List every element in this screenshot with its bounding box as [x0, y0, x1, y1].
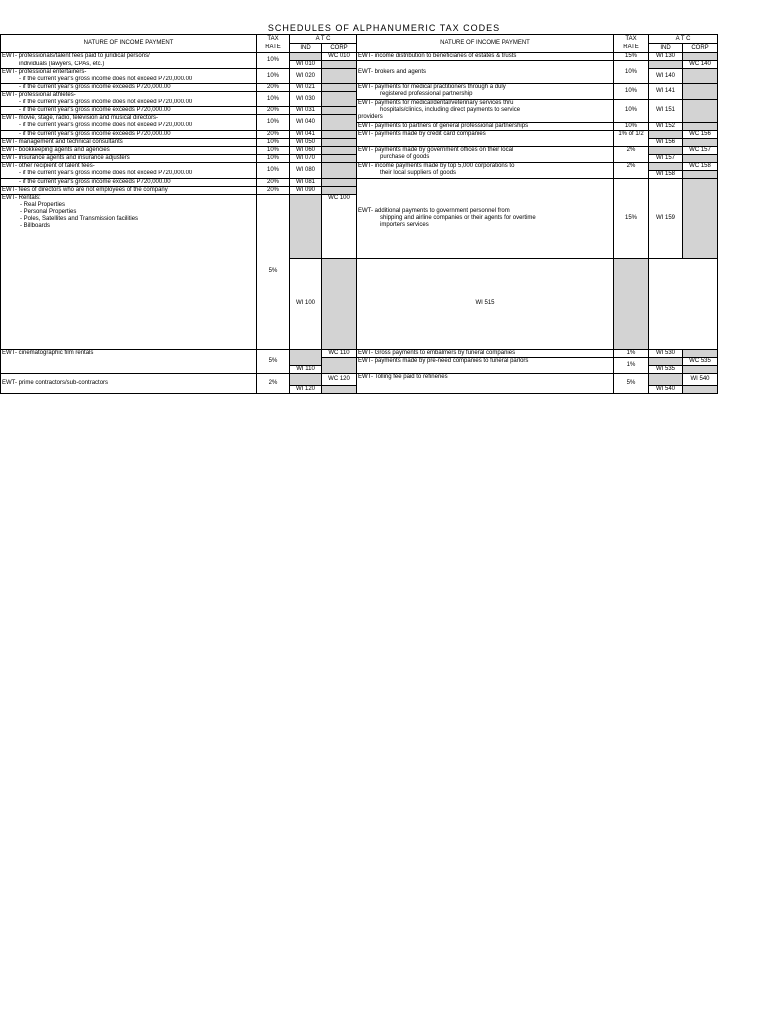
atc-code-cell: WI 021 — [290, 84, 322, 92]
tax-header-left: TAX — [257, 35, 290, 44]
shaded-cell — [322, 154, 357, 162]
nature-additional-payments — [357, 178, 614, 259]
shaded-cell — [322, 130, 357, 138]
nature-header-left: NATURE OF INCOME PAYMENT — [1, 35, 257, 53]
line: EWT- Rentals: — [2, 194, 41, 201]
nature-embalmers: EWT- Gross payments to embalmers by funeral companies — [357, 349, 614, 357]
shaded-cell — [683, 154, 718, 162]
atc-header-left: A T C — [290, 35, 357, 44]
corp-header-right: CORP — [683, 44, 718, 53]
shaded-cell — [649, 61, 683, 69]
table-row — [1, 99, 718, 107]
line: providers — [358, 114, 383, 120]
shaded-cell — [683, 122, 718, 130]
nature-header-right: NATURE OF INCOME PAYMENT — [357, 35, 614, 53]
atc-code-cell: WI 070 — [290, 154, 322, 162]
atc-code-cell: WC 120 — [322, 373, 357, 385]
atc-code-cell: WI 050 — [290, 138, 322, 146]
nature-management: EWT- management and technical consultants — [1, 138, 257, 146]
shaded-cell — [290, 349, 322, 365]
table-row — [1, 162, 718, 170]
nature-athletes-high: - if the current year's gross income exceeds P720,000.00 — [1, 107, 257, 115]
rate-cell: 20% — [257, 130, 290, 138]
atc-code-cell: WI 157 — [649, 154, 683, 162]
rate-cell: 2% — [614, 162, 649, 178]
shaded-cell — [614, 259, 649, 349]
rate-cell: 5% — [614, 373, 649, 393]
nature-contractors: EWT- prime contractors/sub-contractors — [1, 373, 257, 393]
rate-cell: 20% — [257, 186, 290, 194]
atc-code-cell: WC 158 — [683, 162, 718, 170]
rate-cell: 10% — [257, 138, 290, 146]
nature-top-corporations — [357, 162, 614, 178]
line: - Real Properties — [20, 201, 66, 208]
rate-cell: 1% — [614, 357, 649, 373]
atc-code-cell: WC 010 — [322, 53, 357, 61]
nature-other-talent-high: - if the current year's gross income exceeds P720,000.00 — [1, 178, 257, 186]
atc-code-cell: WI 535 — [649, 365, 683, 373]
atc-code-cell: WC 140 — [683, 61, 718, 69]
shaded-cell — [649, 357, 683, 365]
atc-code-cell: WI 515 — [357, 259, 614, 349]
rate-cell: 5% — [257, 194, 290, 349]
shaded-cell — [322, 92, 357, 107]
line: - Billboards — [20, 222, 51, 229]
rate-cell: 10% — [614, 122, 649, 130]
line: EWT- payments made by government offices on their local — [358, 147, 514, 153]
atc-code-cell: WC 156 — [683, 130, 718, 138]
rate-cell: 10% — [614, 61, 649, 84]
rate-cell: 10% — [257, 92, 290, 107]
atc-code-cell: WC 535 — [683, 357, 718, 365]
nature-directors-fees: EWT- fees of directors who are not employees of the company — [1, 186, 257, 194]
atc-code-cell: WC 110 — [322, 349, 357, 357]
atc-code-cell: WI 020 — [290, 69, 322, 84]
shaded-cell — [649, 162, 683, 170]
tax-code-schedule-document — [0, 22, 768, 394]
nature-insurance: EWT- insurance agents and insurance adjusters — [1, 154, 257, 162]
nature-pre-need: EWT- payments made by pre-need companies to funeral parlors — [357, 357, 614, 373]
nature-brokers: EWT- brokers and agents — [357, 61, 614, 84]
atc-code-cell: WI 010 — [290, 61, 322, 69]
header-row-1 — [1, 35, 718, 44]
rate-cell: 10% — [614, 84, 649, 100]
rate-cell: 2% — [614, 146, 649, 162]
table-row — [1, 84, 718, 92]
nature-bookkeeping: EWT- bookkeeping agents and agencies — [1, 146, 257, 154]
atc-code-cell: WI 540 — [683, 373, 718, 385]
atc-code-cell: WI 120 — [290, 385, 322, 393]
atc-code-cell: WI 159 — [649, 178, 683, 259]
shaded-cell — [322, 357, 357, 373]
nature-other-talent: EWT- other recipient of talent fees- — [1, 162, 257, 170]
nature-estates: EWT- income distribution to beneficiaries of estates & trusts — [357, 53, 614, 61]
shaded-cell — [683, 170, 718, 178]
atc-code-cell: WI 158 — [649, 170, 683, 178]
rate-cell: 10% — [257, 162, 290, 178]
rate-cell: 20% — [257, 107, 290, 115]
shaded-cell — [683, 365, 718, 373]
shaded-cell — [322, 115, 357, 131]
shaded-cell — [322, 186, 357, 194]
nature-medical-hospitals — [357, 99, 614, 122]
rate-cell: 10% — [257, 53, 290, 69]
atc-code-cell: WI 031 — [290, 107, 322, 115]
shaded-cell — [290, 373, 322, 385]
nature-tolling: EWT- Tolling fee paid to refineries — [357, 373, 614, 393]
atc-code-cell: WI 141 — [649, 84, 683, 100]
nature-entertainers-low: - if the current year's gross income does not exceed P720,000.00 — [1, 76, 257, 84]
nature-entertainers: EWT- professional entertainers- — [1, 69, 257, 77]
atc-code-cell: WI 152 — [649, 122, 683, 130]
atc-code-cell: WI 041 — [290, 130, 322, 138]
shaded-cell — [322, 84, 357, 92]
shaded-cell — [322, 162, 357, 178]
rate-header-right: RATE — [614, 44, 649, 53]
shaded-cell — [683, 178, 718, 259]
shaded-cell — [322, 259, 357, 349]
ind-header-right: IND — [649, 44, 683, 53]
shaded-cell — [322, 385, 357, 393]
nature-professionals: EWT- professionals/talent fees paid to juridical persons/ — [1, 53, 257, 61]
shaded-cell — [683, 385, 718, 393]
atc-schedule-table — [0, 34, 718, 394]
nature-directors: EWT- movie, stage, radio, television and musical directors- — [1, 115, 257, 123]
atc-code-cell: WI 080 — [290, 162, 322, 178]
shaded-cell — [322, 61, 357, 69]
nature-government-purchases — [357, 146, 614, 162]
atc-header-right: A T C — [649, 35, 718, 44]
table-row — [1, 146, 718, 154]
atc-code-cell: WI 081 — [290, 178, 322, 186]
nature-athletes-low: - if the current year's gross income does not exceed P720,000.00 — [1, 99, 257, 107]
rate-cell: 1% — [614, 349, 649, 357]
line: EWT- payments for medical practitioners through a duly — [358, 84, 506, 91]
nature-directors-low: - if the current year's gross income does not exceed P720,000.00 — [1, 122, 257, 130]
rate-cell: 2% — [257, 373, 290, 393]
atc-code-cell: WI 040 — [290, 115, 322, 131]
atc-code-cell: WI 140 — [649, 69, 683, 84]
nature-professionals-detail: individuals (lawyers, CPAs, etc.) — [1, 61, 257, 69]
nature-credit-card: EWT- payments made by credit card companies — [357, 130, 614, 146]
line: EWT- income payments made by top 5,000 corporations to — [358, 163, 515, 169]
corp-header-left: CORP — [322, 44, 357, 53]
page-title: SCHEDULES OF ALPHANUMERIC TAX CODES — [267, 23, 501, 33]
atc-code-cell: WC 100 — [322, 194, 357, 259]
tax-header-right: TAX — [614, 35, 649, 44]
shaded-cell — [683, 84, 718, 100]
atc-code-cell: WI 130 — [649, 53, 683, 61]
nature-athletes: EWT- professional athletes- — [1, 92, 257, 100]
shaded-cell — [649, 130, 683, 138]
line: purchase of goods — [380, 154, 430, 160]
nature-cinematographic: EWT- cinematographic film rentals — [1, 349, 257, 373]
rate-cell: 15% — [614, 178, 649, 259]
shaded-cell — [683, 349, 718, 357]
rate-cell: 10% — [257, 115, 290, 131]
shaded-cell — [683, 69, 718, 84]
line: their local suppliers of goods — [380, 170, 457, 176]
line: hospitals/clinics, including direct payments to service — [380, 107, 521, 113]
nature-rentals — [1, 194, 257, 349]
table-row — [1, 61, 718, 69]
table-row — [1, 373, 718, 385]
atc-code-cell: WI 100 — [290, 259, 322, 349]
shaded-cell — [322, 138, 357, 146]
shaded-cell — [322, 69, 357, 84]
shaded-cell — [683, 138, 718, 146]
nature-entertainers-high: - if the current year's gross income exceeds P720,000.00 — [1, 84, 257, 92]
line: shipping and airline companies or their agents for overtime — [380, 214, 536, 221]
atc-code-cell: WI 156 — [649, 138, 683, 146]
nature-other-talent-low: - if the current year's gross income does not exceed P720,000.00 — [1, 170, 257, 178]
atc-code-cell: WI 060 — [290, 146, 322, 154]
rate-cell: 1% of 1/2 — [614, 130, 649, 146]
shaded-cell — [683, 53, 718, 61]
line: - Personal Properties — [20, 208, 77, 215]
line: EWT- additional payments to government personnel from — [358, 207, 510, 214]
shaded-cell — [322, 146, 357, 154]
rate-cell: 10% — [257, 146, 290, 154]
line: registered professional partnership — [380, 91, 473, 98]
rate-cell: 20% — [257, 84, 290, 92]
atc-code-cell: WI 110 — [290, 365, 322, 373]
line: importers services — [380, 221, 429, 228]
shaded-cell — [322, 107, 357, 115]
rate-cell: 15% — [614, 53, 649, 61]
atc-code-cell: WI 151 — [649, 99, 683, 122]
shaded-cell — [290, 194, 322, 259]
atc-code-cell: WI 090 — [290, 186, 322, 194]
rate-cell: 10% — [614, 99, 649, 122]
atc-code-cell: WI 530 — [649, 349, 683, 357]
shaded-cell — [649, 373, 683, 385]
table-row — [1, 53, 718, 61]
rate-cell: 10% — [257, 154, 290, 162]
nature-directors-high: - if the current year's gross income exceeds P720,000.00 — [1, 130, 257, 138]
atc-code-cell: WI 030 — [290, 92, 322, 107]
table-row — [1, 130, 718, 138]
rate-cell: 20% — [257, 178, 290, 186]
nature-medical-partnership — [357, 84, 614, 100]
atc-code-cell: WC 157 — [683, 146, 718, 154]
atc-code-cell: WI 540 — [649, 385, 683, 393]
nature-partners: EWT- payments to partners of general professional partnerships — [357, 122, 614, 130]
rate-cell: 10% — [257, 69, 290, 84]
table-row — [1, 122, 718, 130]
rate-header-left: RATE — [257, 44, 290, 53]
shaded-cell — [649, 146, 683, 154]
ind-header-left: IND — [290, 44, 322, 53]
shaded-cell — [290, 53, 322, 61]
line: EWT- payments for medical/dental/veterinary services thru — [358, 100, 514, 106]
table-row — [1, 178, 718, 186]
line: - Poles, Satellites and Transmission facilities — [20, 215, 139, 222]
shaded-cell — [683, 99, 718, 122]
table-row — [1, 349, 718, 357]
rate-cell: 5% — [257, 349, 290, 373]
shaded-cell — [322, 178, 357, 186]
